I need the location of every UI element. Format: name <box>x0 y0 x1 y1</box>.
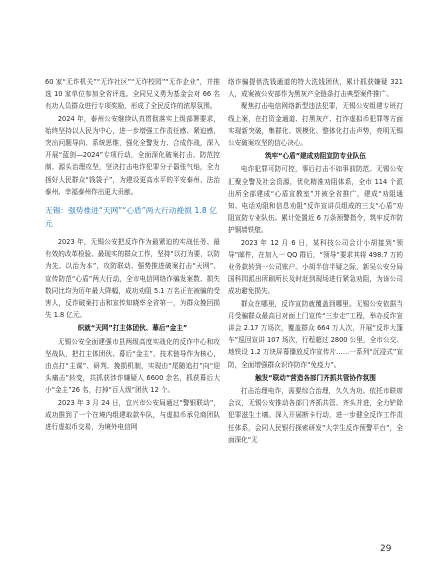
section-heading: 无锡：强势推进“天网”“心盾”两大行动挽损 1.8 亿元 <box>45 206 218 228</box>
left-column <box>45 76 220 433</box>
paragraph: 络诈骗提供洗钱通道的特大洗钱团伙，累计抓获嫌疑 321 人，成案被公安部作为黑灰产全链条打击典型案件推广。 <box>228 78 403 99</box>
paragraph: 打击治理电诈，需要综合治理，久久为功。依托市联席会议，无锡公安推动各部门齐抓共管、齐头并进，全力铲除犯罪滋生土壤。深入开展断卡行动，进一步健全反诈工作责任体系，会同人民银行探索研发“大学生反诈预警平台”，全面深化“无 <box>228 387 403 444</box>
paragraph: 群众在哪里，反诈宣防就覆盖到哪里。无锡公安依据当月受骗群众最高日对面上门宣传“三步走”工程，举办反诈宣讲会 2.17 万场次，覆盖群众 664 万人次，开展“反诈大篷车”巡回宣讲 107 场次，行程超过 2800 公里，全市公交、地铁设 1.2 万块屏幕播放反诈宣传片……一系列“沉浸式”宣防，全面增强群众识诈防诈“免疫力”。 <box>228 299 403 369</box>
paragraph: 聚焦打击电信网络新型违法犯罪，无锡公安组建专班打线上案，在打资金通道、打黑灰产、打诈虚拟币犯罪等方面实现新突破，集群化、规模化、整体化打击声势，亮明无锡公安破案攻坚的信心决心。 <box>228 102 403 148</box>
paragraph: 2023 年 3 月 24 日，宜兴市公安局通过“警银联动”，成功推到了一个在境内组建取款车队，与虚拟币承兑商团队进行虚拟币交易，为境外电信网 <box>45 398 220 432</box>
paragraph: 无锡公安全面建强市县两级高度实战化的反诈中心和攻坚战队，把打主体团伙、幕后“金主”、技术链导作为核心，由点打“主谋”、研判、挽损机制，实现由“尾随追打”向“迎头痛击”转变，共抓获涉诈嫌疑人 6600 余名，抓获幕后大小“金主”26 名，打掉“百人级”团伙 12 个。 <box>45 337 220 395</box>
subheading: 织就“天网”打主体团伙、幕后“金主” <box>77 324 188 333</box>
subheading: 触发“联动”营造各部门齐抓共管协作氛围 <box>255 373 376 382</box>
paragraph: 电诈犯罪可防可控，事后打击不如事前防范。无锡公安汇聚全警及社会资源，优化精准劝阻体系，全市 114 个派出所全部建成“心盾宣教室”并被全省推广，建成“劝阻通知、电话劝阻和信息劝阻”反诈宣讲员组成的三支“心盾”劝阻宣防专业队伍。累计处置近 6 万条预警指令，筑牢反诈防护铜墙铁壁。 <box>228 165 403 235</box>
paragraph: 60 家“无诈机关”“无诈社区”“无诈校园”“无诈企业”，并推选 10 家单位参加全省评选。全同兄义勇为基金会对 66 名有功人员群众进行专项奖励，形成了全民反诈的浓厚氛围。 <box>45 78 220 111</box>
page-number: 29 <box>380 544 392 554</box>
right-column <box>228 76 403 446</box>
subheading: 筑牢“心盾”建成劝阻宣防专业队伍 <box>265 152 366 161</box>
paragraph: 2023 年 12 月 6 日，某科技公司会计小胡接到“领导”邮件，在加入一 QQ 群后，“领导”要求其将 498.7 万的业务款转到一公司账户。小胡半信半疑之际，新吴公安分局国科园派出所刷所长及时赶到现场进行紧急劝阻，为该公司成功避免损失。 <box>228 238 403 296</box>
paragraph: 2024 年，泰州公安继续认真贯彻落实上级部署要求，始终坚持以人民为中心，进一步增强工作责任感、紧迫感，突出问题导向、系统思维，强化全警发力、合成作战，深入开展“蓝剑—2024”专项行动，全面深化破案打击、防范控制、源头治理攻坚，坚决打击电诈犯罪分子嚣张气焰，全力扬好人民群众“钱袋子”，为建设更高水平的平安泰州、法治泰州、幸福泰州作出更大贡献。 <box>45 114 220 196</box>
paragraph: 2023 年，无锡公安把反诈作为最紧迫的实战任务、最有效的改革检验、最现实的群众工作，坚持“以打为要，以防为先、以治为本”，攻防联动、强势推进破案打击“天网”、宣传防范“心盾”两大行动，全市电信网络诈骗发案数、损失数同比均为历年最大降幅，成功劝阻 5.1 万名正在被骗的受害人，反诈破案打击和宣传知晓率全省第一，为群众挽回损失 1.8 亿元。 <box>45 238 220 320</box>
